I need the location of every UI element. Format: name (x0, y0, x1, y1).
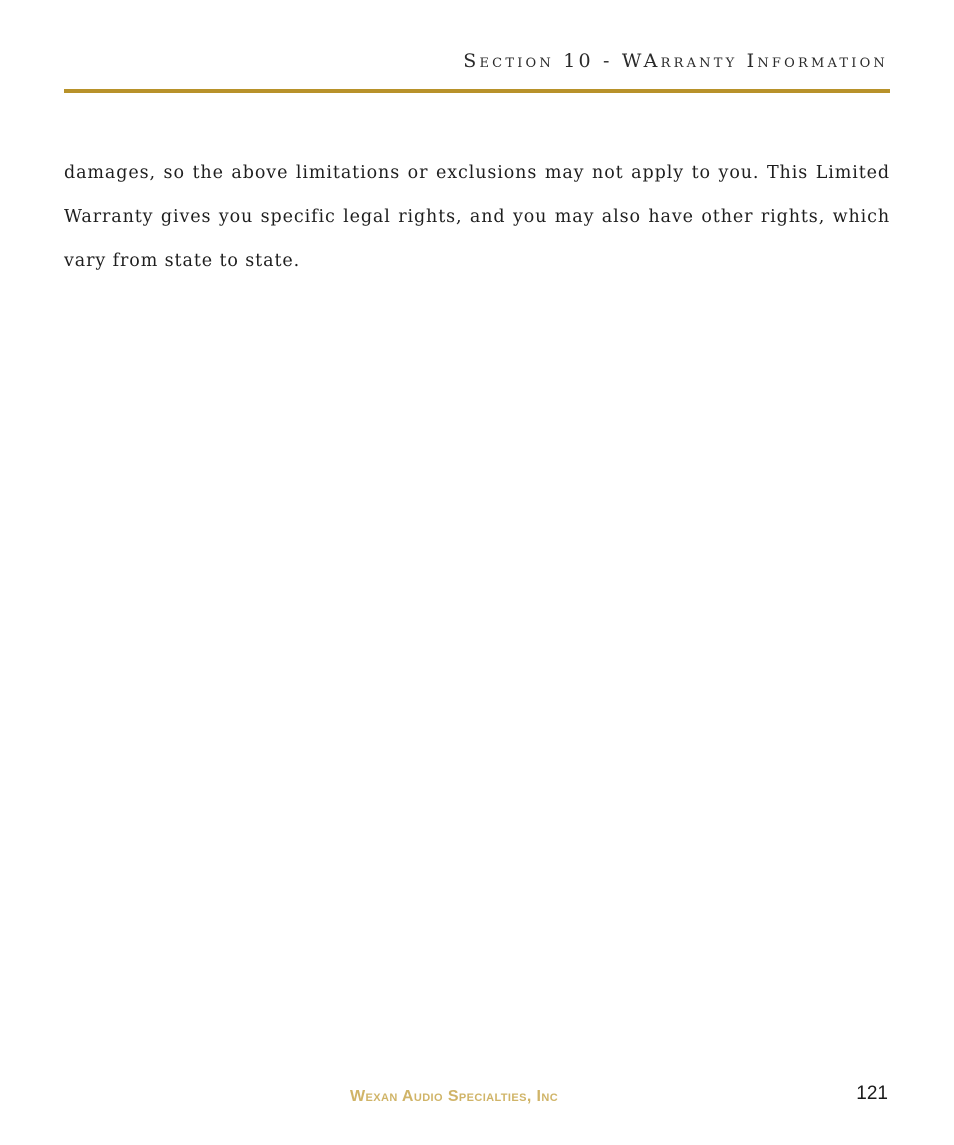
body-paragraph: damages, so the above limitations or exclusions may not apply to you. This Limited Warranty gives you specific legal rights, and you may also have other rights, which vary from state to state. (64, 163, 890, 271)
section-header-title: Section 10 - WArranty Information (463, 50, 888, 72)
header-divider (64, 89, 890, 93)
page-number: 121 (856, 1083, 888, 1104)
footer-brand-name: Wexan Audio Specialties, Inc (350, 1088, 559, 1105)
